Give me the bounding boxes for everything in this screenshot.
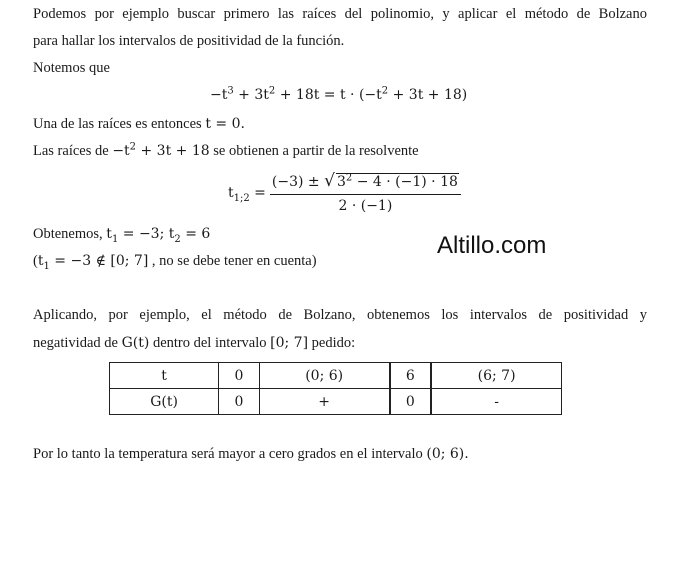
table-cell: - bbox=[431, 389, 561, 415]
formula-fraction bbox=[270, 171, 461, 214]
conclusion-text: Por lo tanto la temperatura será mayor a cero grados en el intervalo (0; 6). bbox=[33, 446, 469, 462]
paragraph-intro-line-2: para hallar los intervalos de positividad de la función. bbox=[33, 33, 345, 49]
table-cell: t bbox=[110, 363, 219, 389]
table-cell: 0 bbox=[219, 389, 260, 415]
table-row bbox=[110, 389, 562, 415]
quadratic-formula bbox=[228, 171, 461, 214]
paragraph-bolzano-line-2: negatividad de G(t) dentro del intervalo [0; 7] pedido: bbox=[33, 335, 356, 351]
table-cell: G(t) bbox=[110, 389, 219, 415]
sign-table bbox=[109, 362, 562, 415]
formula-denominator: 2 · (−1) bbox=[338, 198, 393, 214]
table-cell: 0 bbox=[390, 389, 432, 415]
table-row bbox=[110, 363, 562, 389]
resolvente-text: Las raíces de $-t^2 + 3t + 18$ se obtienen a partir de la resolvente bbox=[33, 141, 419, 159]
obtenemos-text: Obtenemos, $t_1 = -3$; $t_2 = 6$ bbox=[33, 226, 211, 245]
discard-root-note: ($t_1 = -3$ ∉ [0; 7] , no se debe tener en cuenta) bbox=[33, 253, 317, 272]
altillo-watermark: Altillo.com bbox=[437, 232, 547, 259]
first-root-text: Una de las raíces es entonces t = 0. bbox=[33, 116, 245, 132]
equation-factorization: $-t^3 + 3t^2 + 18t = t \cdot (-t^2 + 3t + 18)$ bbox=[210, 85, 468, 103]
paragraph-bolzano-line-1: Aplicando, por ejemplo, el método de Bolzano, obtenemos los intervalos de positividad y bbox=[33, 307, 647, 323]
notemos-text: Notemos que bbox=[33, 60, 110, 76]
table-cell: 6 bbox=[390, 363, 432, 389]
formula-numerator: (−3) ± √ $3^2 - 4 \cdot (-1) \cdot 18$ bbox=[271, 171, 458, 191]
formula-lhs: $t_{1;2}$ = bbox=[228, 184, 266, 204]
paragraph-intro-line-1: Podemos por ejemplo buscar primero las raíces del polinomio, y aplicar el método de Bolzano bbox=[33, 6, 647, 22]
table-cell: + bbox=[259, 389, 389, 415]
table-cell: (6; 7) bbox=[431, 363, 561, 389]
formula-radicand: $3^2 - 4 \cdot (-1) \cdot 18$ bbox=[336, 172, 458, 190]
table-cell: 0 bbox=[219, 363, 260, 389]
table-cell: (0; 6) bbox=[259, 363, 389, 389]
